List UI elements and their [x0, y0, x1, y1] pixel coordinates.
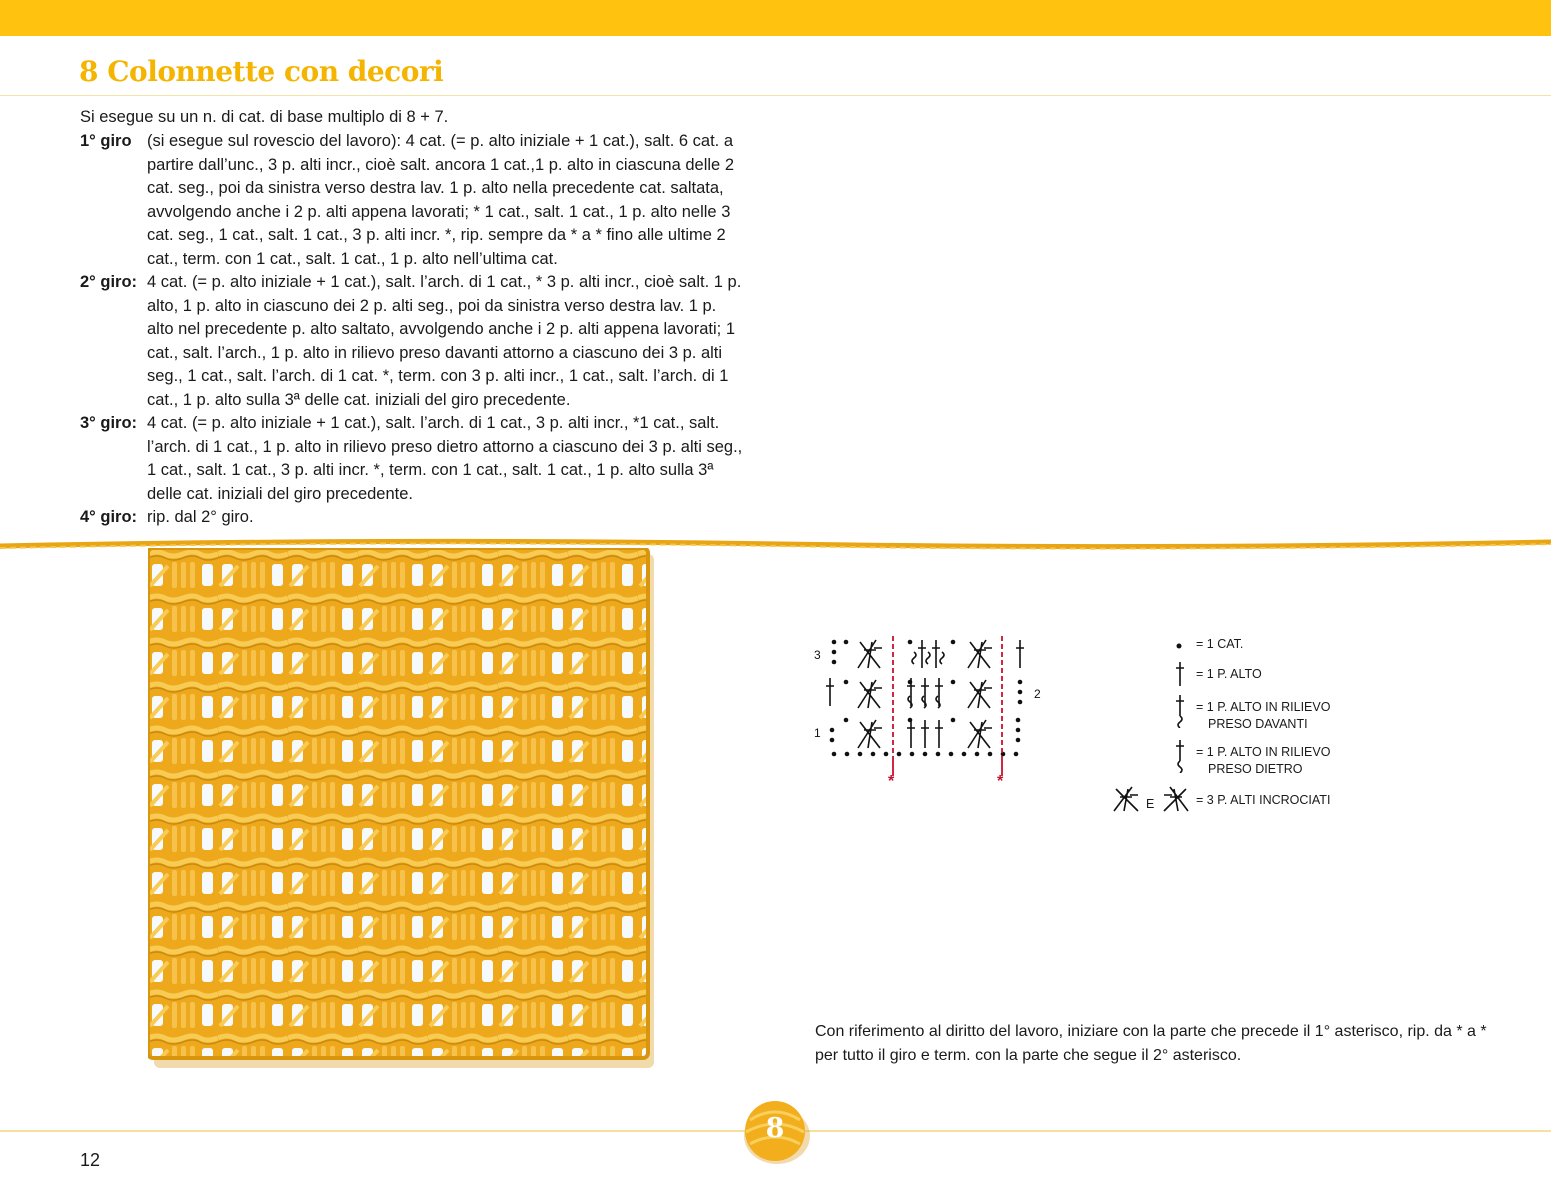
chain-dots [830, 640, 1023, 757]
title-divider [0, 95, 1551, 96]
stitch-symbols [826, 640, 1024, 748]
legend-conjunction: E [1146, 797, 1155, 811]
page-number: 12 [80, 1150, 101, 1170]
bpdc-icon [1174, 739, 1188, 773]
chart-note: Con riferimento al diritto del lavoro, iniziare con la parte che precede il 1° asterisco, rip. da * a * per tutto il giro e term. con la parte che segue il 2° asterisco. [815, 1023, 1487, 1064]
row-label-1: 1 [814, 726, 821, 740]
round-label: 4° giro: [80, 508, 138, 526]
intro-text: Si esegue su un n. di cat. di base multiplo di 8 + 7. [80, 108, 449, 126]
fpdc-icon [1174, 694, 1188, 728]
round-3 [80, 412, 745, 506]
round-label: 1° giro [80, 132, 132, 150]
row-label-2: 2 [1034, 687, 1041, 701]
repeat-marker-1: * [888, 773, 895, 790]
instructions [80, 130, 745, 530]
swatch-photo [148, 548, 668, 1073]
round-label: 3° giro: [80, 414, 138, 432]
stitch-chart [810, 630, 1042, 790]
repeat-lines [893, 636, 1002, 776]
pattern-number-badge: 8 [765, 1113, 785, 1144]
round-text: 4 cat. (= p. alto iniziale + 1 cat.), salt. l’arch. di 1 cat., 3 p. alti incr., *1 cat., salt. l’arch. di 1 cat., 1 p. alto in rilievo preso dietro attorno a ciascuno dei 3 p. alti seg., 1 cat., salt. 1 cat., 3 p. alti incr. *, term. con 1 cat., salt. 1 cat., 1 p. alto sulla 3ª delle cat. iniziali del giro precedente. [147, 414, 743, 503]
page-title: 8 Colonnette con decori [79, 55, 444, 88]
crossed-dc-icon-mirror [1158, 785, 1192, 813]
repeat-marker-2: * [997, 773, 1004, 790]
round-2 [80, 271, 745, 412]
round-text: rip. dal 2° giro. [147, 508, 254, 526]
round-text: 4 cat. (= p. alto iniziale + 1 cat.), salt. l’arch. di 1 cat., * 3 p. alti incr., cioè salt. 1 p. alto, 1 p. alto in ciascuno dei 2 p. alti seg., poi da sinistra verso destra lav. 1 p. alto nel precedente p. alto saltato, avvolgendo anche i 2 p. alti appena lavorati; 1 cat., salt. l’arch., 1 p. alto in rilievo preso davanti attorno a ciascuno dei 3 p. alti seg., 1 cat., salt. l’arch. di 1 cat. *, term. con 3 p. alti incr., 1 cat., salt. l’arch. di 1 cat., 1 p. alto sulla 3ª delle cat. iniziali del giro precedente. [147, 273, 742, 409]
round-1 [80, 130, 745, 271]
round-text: (si esegue sul rovescio del lavoro): 4 cat. (= p. alto iniziale + 1 cat.), salt. 6 cat. a partire dall’unc., 3 p. alti incr., cioè salt. ancora 1 cat.,1 p. alto in ciascuna delle 2 cat. seg., poi da sinistra verso destra lav. 1 p. alto nella precedente cat. saltata, avvolgendo anche i 2 p. alti appena lavorati; * 1 cat., salt. 1 cat., 1 p. alto nelle 3 cat. seg., 1 cat., salt. 1 cat., 3 p. alti incr. *, rip. sempre da * a * fino alle ultime 2 cat., term. con 1 cat., salt. 1 cat., 1 p. alto nell’ultima cat. [147, 132, 734, 268]
round-label: 2° giro: [80, 273, 138, 291]
row-label-3: 3 [814, 648, 821, 662]
crossed-dc-icon [1110, 785, 1144, 813]
dc-icon [1174, 661, 1186, 687]
top-color-band [0, 0, 1551, 36]
symbol-legend: = 1 CAT. = 1 P. ALTO = 1 P. ALTO IN RILIEVO PRESO DAVANTI = 1 P. ALTO IN RILIEVO PRESO DIETRO E = 3 P. ALTI INCROCIATI [1108, 630, 1368, 820]
round-4 [80, 506, 745, 530]
dot-icon [1174, 641, 1184, 651]
